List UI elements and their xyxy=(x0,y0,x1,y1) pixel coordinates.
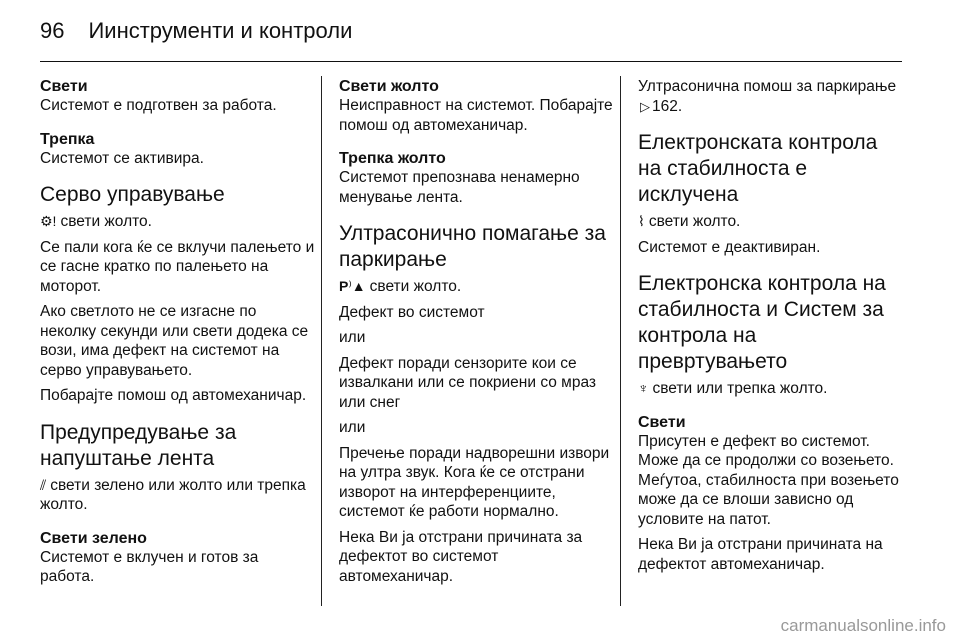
paragraph: Нека Ви ја отстрани причината на дефектот автомеханичар. xyxy=(638,536,883,573)
paragraph: Системот е деактивиран. xyxy=(638,238,821,256)
esc-off-icon: ⌇ xyxy=(638,213,645,229)
paragraph: Дефект поради сензорите кои се извалкани или се покриени со мраз или снег xyxy=(339,354,596,411)
icon-description: свети или трепка жолто. xyxy=(652,380,828,397)
column-1 xyxy=(40,77,316,587)
paragraph: Ултрасонична помош за паркирање xyxy=(638,78,897,95)
section-heading: Трепка жолто xyxy=(339,150,446,167)
section-title: Предупредување за напуштање лента xyxy=(40,420,237,470)
paragraph: Побарајте помош од автомеханичар. xyxy=(40,387,307,404)
page-reference[interactable]: 162. xyxy=(652,97,683,115)
section-heading: Свети xyxy=(638,413,686,431)
page-header xyxy=(40,18,352,48)
section-heading: Свети xyxy=(40,78,88,95)
paragraph: Системот е подготвен за работа. xyxy=(40,97,277,114)
page-title: Иинструменти и контроли xyxy=(88,18,353,43)
icon-description: свети зелено или жолто или трепка жолто. xyxy=(40,476,306,513)
lane-departure-icon: ⫽ xyxy=(40,476,47,493)
watermark: carmanualsonline.info xyxy=(780,616,946,635)
section-heading: Свети зелено xyxy=(40,529,147,547)
icon-description: свети жолто. xyxy=(369,278,462,295)
paragraph: или xyxy=(339,419,366,436)
section-heading: Трепка xyxy=(40,130,95,148)
page-number: 96 xyxy=(40,18,65,43)
page-reference-arrow-icon: ▷ xyxy=(640,98,650,114)
paragraph: Системот е вклучен и готов за работа. xyxy=(40,548,259,585)
column-divider-1 xyxy=(321,76,322,606)
section-title: Електронска контрола на стабилноста и Систем за контрола на превртувањето xyxy=(638,272,886,373)
paragraph: Пречење поради надворешни извори на ултра звук. Кога ќе се отстрани изворот на интерференциите, системот ќе работи нормално. xyxy=(339,444,610,520)
paragraph: Нека Ви ја отстрани причината за дефектот во системот автомеханичар. xyxy=(339,528,583,585)
paragraph: Се пали кога ќе се вклучи палењето и се гасне кратко по палењето на моторот. xyxy=(40,238,315,295)
column-2 xyxy=(339,77,615,586)
paragraph: Присутен е дефект во системот. Може да се продолжи со возењето. Меѓутоа, стабилноста при возењето може да се влоши зависно од условите на патот. xyxy=(638,432,899,528)
steering-warning-icon: ⚙! xyxy=(40,213,57,229)
paragraph: Системот препознава ненамерно менување лента. xyxy=(339,169,580,206)
header-divider xyxy=(40,61,902,62)
paragraph: Дефект во системот xyxy=(339,303,485,321)
section-title: Електронската контрола на стабилноста е исклучена xyxy=(638,131,878,206)
paragraph: Неисправност на системот. Побарајте помош од автомеханичар. xyxy=(339,97,613,134)
column-3 xyxy=(638,77,906,574)
section-title: Ултрасонично помагање за паркирање xyxy=(339,222,606,271)
icon-description: свети жолто. xyxy=(60,213,152,230)
paragraph: Ако светлото не се изгасне по неколку секунди или свети додека се вози, има дефект на системот на серво управувањето. xyxy=(40,303,309,379)
esc-icon: ♆ xyxy=(638,380,649,396)
paragraph: Системот се активира. xyxy=(40,149,204,167)
paragraph: или xyxy=(339,329,366,346)
section-title: Серво управување xyxy=(40,183,225,206)
icon-description: свети жолто. xyxy=(648,213,741,230)
section-heading: Свети жолто xyxy=(339,78,439,95)
parking-assist-icon: P⁾▲ xyxy=(339,278,366,294)
column-divider-2 xyxy=(620,76,621,606)
